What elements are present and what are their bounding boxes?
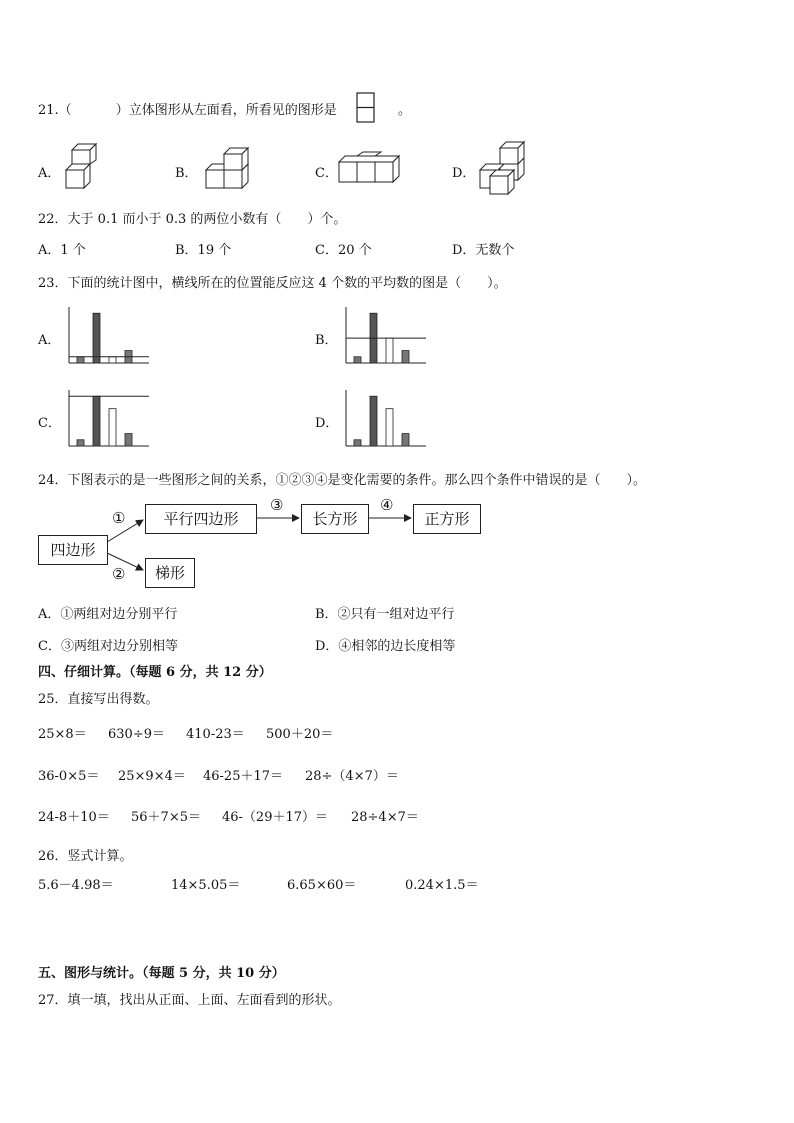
- diagram-box-rectangle: 长方形: [301, 504, 369, 534]
- calc-1-1: 25×8＝: [38, 727, 87, 742]
- calc-2-3: 46-25＋17＝: [203, 769, 284, 784]
- diagram-box-parallelogram: 平行四边形: [145, 504, 257, 534]
- calc-2-1: 36-0×5＝: [38, 769, 100, 784]
- calc-3-4: 28÷4×7＝: [351, 810, 419, 825]
- calc-1-2: 630÷9＝: [108, 727, 165, 742]
- q23-option-c[interactable]: C．: [38, 416, 61, 431]
- q21-option-b[interactable]: B．: [175, 166, 198, 181]
- q25-stem: 25．直接写出得数。: [38, 692, 159, 707]
- q24-option-c[interactable]: C．③两组对边分别相等: [38, 639, 178, 654]
- q21-option-a[interactable]: A．: [38, 166, 61, 181]
- diagram-box-quadrilateral: 四边形: [38, 535, 108, 565]
- calc-3-1: 24-8＋10＝: [38, 810, 110, 825]
- calc-4-1: 5.6－4.98＝: [38, 878, 114, 893]
- q22-option-a[interactable]: A．1 个: [38, 243, 86, 258]
- q22-option-c[interactable]: C．20 个: [315, 243, 372, 258]
- calc-1-4: 500＋20＝: [266, 727, 334, 742]
- diagram-box-trapezoid: 梯形: [145, 558, 195, 588]
- diagram-condition-1: ①: [112, 509, 126, 527]
- q21-option-d[interactable]: D．: [452, 166, 476, 181]
- q21-stem: 21.（ ）立体图形从左面看，所看见的图形是: [38, 103, 337, 118]
- q24-stem: 24．下图表示的是一些图形之间的关系，①②③④是变化需要的条件。那么四个条件中错误的是（ ）。: [38, 473, 647, 488]
- calc-2-2: 25×9×4＝: [118, 769, 186, 784]
- calc-3-3: 46-（29＋17）＝: [222, 810, 329, 825]
- diagram-condition-2: ②: [112, 565, 126, 583]
- q22-option-d[interactable]: D．无数个: [452, 243, 515, 258]
- q23-stem: 23．下面的统计图中，横线所在的位置能反应这 4 个数的平均数的图是（ ）。: [38, 276, 507, 291]
- section-4-title: 四、仔细计算。（每题 6 分，共 12 分）: [38, 665, 272, 680]
- q24-option-a[interactable]: A．①两组对边分别平行: [38, 607, 178, 622]
- q23-option-a[interactable]: A．: [38, 333, 61, 348]
- diagram-box-square: 正方形: [413, 504, 481, 534]
- calc-4-3: 6.65×60＝: [287, 878, 357, 893]
- diagram-condition-3: ③: [270, 496, 284, 514]
- calc-3-2: 56＋7×5＝: [131, 810, 201, 825]
- calc-4-2: 14×5.05＝: [171, 878, 241, 893]
- q24-option-b[interactable]: B．②只有一组对边平行: [315, 607, 455, 622]
- q22-option-b[interactable]: B．19 个: [175, 243, 232, 258]
- calc-2-4: 28÷（4×7）＝: [305, 769, 399, 784]
- q21-stem-end: 。: [398, 103, 412, 118]
- q22-stem: 22．大于 0.1 而小于 0.3 的两位小数有（ ）个。: [38, 212, 347, 227]
- q24-option-d[interactable]: D．④相邻的边长度相等: [315, 639, 456, 654]
- q23-option-d[interactable]: D．: [315, 416, 339, 431]
- calc-4-4: 0.24×1.5＝: [405, 878, 479, 893]
- q26-stem: 26．竖式计算。: [38, 849, 133, 864]
- q23-option-b[interactable]: B．: [315, 333, 338, 348]
- section-5-title: 五、图形与统计。（每题 5 分，共 10 分）: [38, 966, 285, 981]
- calc-1-3: 410-23＝: [186, 727, 245, 742]
- q27-stem: 27．填一填，找出从正面、上面、左面看到的形状。: [38, 993, 341, 1008]
- diagram-condition-4: ④: [380, 496, 394, 514]
- q21-option-c[interactable]: C．: [315, 166, 338, 181]
